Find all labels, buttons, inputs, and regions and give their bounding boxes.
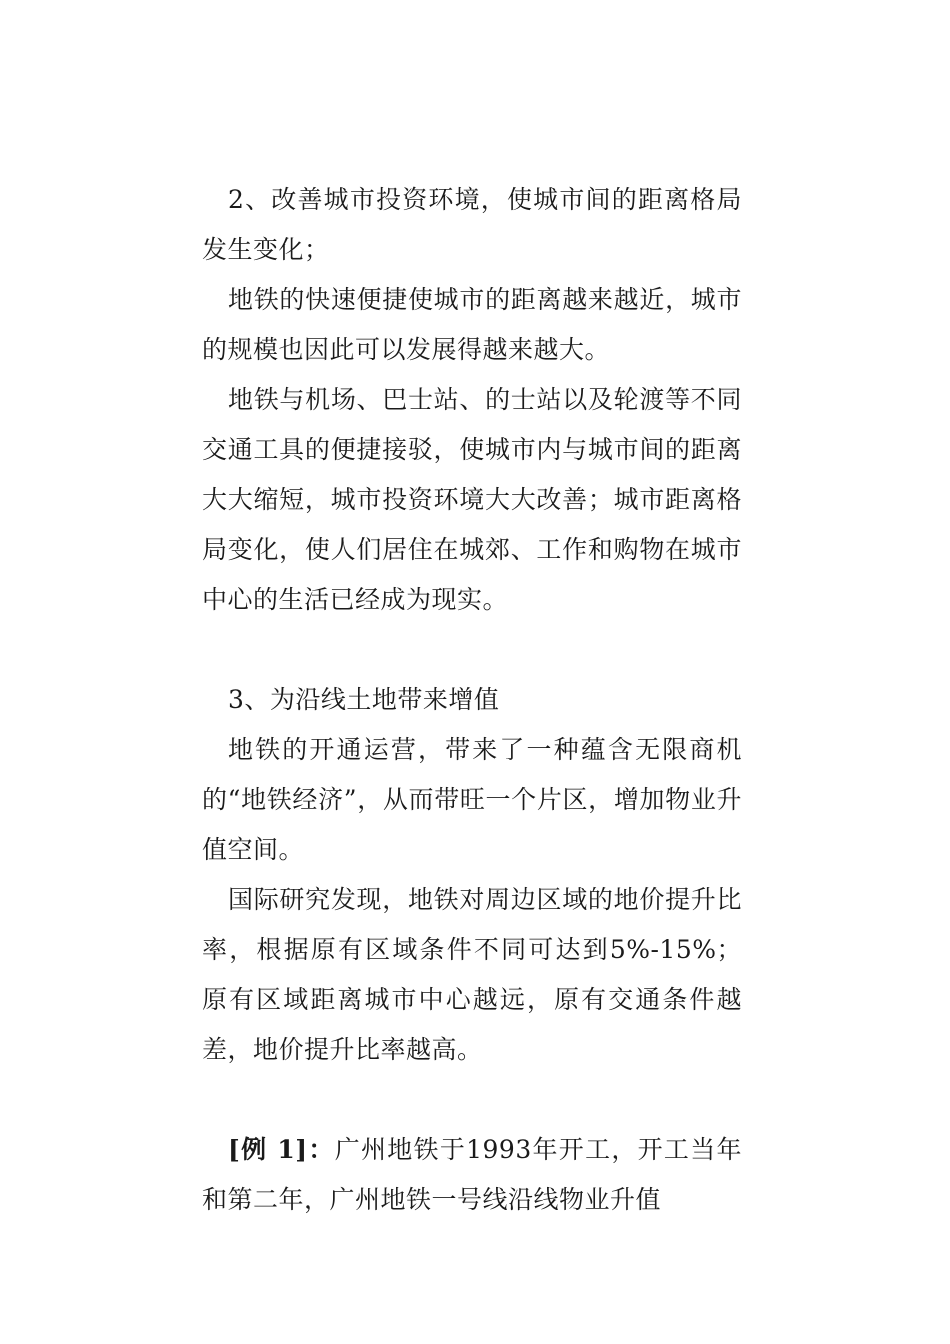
example-paragraph bbox=[202, 1125, 742, 1225]
paragraph: 国际研究发现，地铁对周边区域的地价提升比率，根据原有区域条件不同可达到5%-15%；原有区域距离城市中心越远，原有交通条件越差，地价提升比率越高。 bbox=[202, 885, 742, 1064]
example-label: [例 1]： bbox=[228, 1135, 335, 1164]
paragraph: 地铁的开通运营，带来了一种蕴含无限商机的“地铁经济”，从而带旺一个片区，增加物业升值空间。 bbox=[202, 735, 742, 864]
paragraph: 地铁与机场、巴士站、的士站以及轮渡等不同交通工具的便捷接驳，使城市内与城市间的距离大大缩短，城市投资环境大大改善；城市距离格局变化，使人们居住在城郊、工作和购物在城市中心的生活已经成为现实。 bbox=[202, 385, 742, 614]
section-heading-2: 2、改善城市投资环境，使城市间的距离格局发生变化； bbox=[202, 185, 742, 264]
spacer bbox=[202, 625, 742, 675]
spacer bbox=[202, 1075, 742, 1125]
example-text: 广州地铁于1993年开工，开工当年和第二年，广州地铁一号线沿线物业升值 bbox=[202, 1135, 743, 1214]
section-heading-3: 3、为沿线土地带来增值 bbox=[228, 685, 500, 714]
paragraph: 地铁的快速便捷使城市的距离越来越近，城市的规模也因此可以发展得越来越大。 bbox=[202, 285, 742, 364]
document-body bbox=[202, 175, 742, 1225]
